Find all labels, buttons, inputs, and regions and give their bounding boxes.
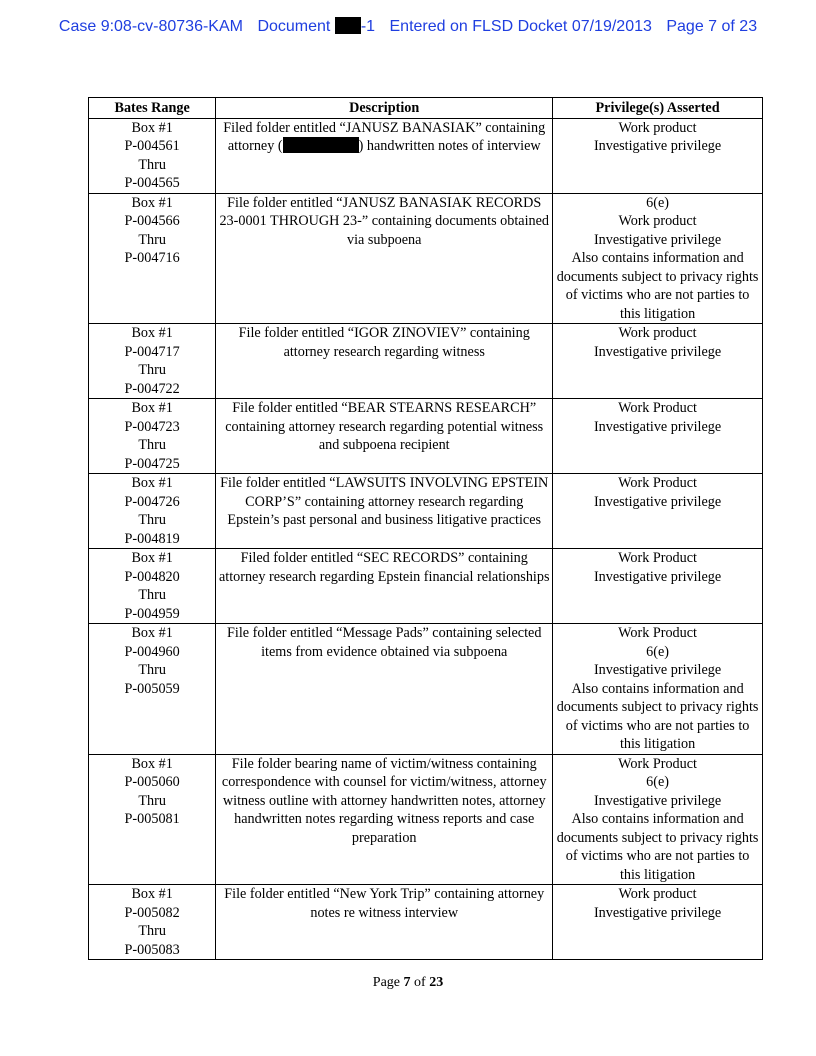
privilege-cell: Work Product 6(e) Investigative privilege Also contains information and documents subject to privacy rights of victims who are not parties to this litigation (553, 754, 763, 885)
table-row (89, 754, 763, 885)
description-cell: File folder entitled “BEAR STEARNS RESEARCH” containing attorney research regarding potential witness and subpoena recipient (216, 399, 553, 474)
privilege-cell: Work Product Investigative privilege (553, 474, 763, 549)
table-header-row (89, 98, 763, 119)
description-cell: File folder entitled “Message Pads” containing selected items from evidence obtained via subpoena (216, 624, 553, 755)
description-cell: File folder entitled “New York Trip” containing attorney notes re witness interview (216, 885, 553, 960)
column-header-description: Description (216, 98, 553, 119)
description-cell: File folder entitled “JANUSZ BANASIAK RECORDS 23-0001 THROUGH 23-” containing documents obtained via subpoena (216, 193, 553, 324)
footer-page-label: Page (372, 975, 401, 990)
bates-cell: Box #1 P-005060 Thru P-005081 (89, 754, 216, 885)
bates-cell: Box #1 P-004960 Thru P-005059 (89, 624, 216, 755)
bates-cell: Box #1 P-004561 Thru P-004565 (89, 118, 216, 193)
case-number: Case 9:08-cv-80736-KAM (58, 18, 243, 35)
bates-cell: Box #1 P-005082 Thru P-005083 (89, 885, 216, 960)
bates-cell: Box #1 P-004717 Thru P-004722 (89, 324, 216, 399)
document-label: Document -1 (257, 18, 376, 35)
table-row (89, 624, 763, 755)
column-header-bates: Bates Range (89, 98, 216, 119)
table-row (89, 324, 763, 399)
privilege-cell: Work product Investigative privilege (553, 324, 763, 399)
bates-cell: Box #1 P-004820 Thru P-004959 (89, 549, 216, 624)
bates-cell: Box #1 P-004723 Thru P-004725 (89, 399, 216, 474)
privilege-log-table (88, 97, 763, 960)
description-cell: File folder entitled “LAWSUITS INVOLVING EPSTEIN CORP’S” containing attorney research regarding Epstein’s past personal and business litigative practices (216, 474, 553, 549)
page-footer (0, 975, 816, 991)
table-row (89, 474, 763, 549)
description-cell: Filed folder entitled “SEC RECORDS” containing attorney research regarding Epstein financial relationships (216, 549, 553, 624)
table-row (89, 885, 763, 960)
footer-current-page: 7 (403, 975, 411, 990)
description-cell: File folder bearing name of victim/witness containing correspondence with counsel for victim/witness, attorney witness outline with attorney handwritten notes, attorney handwritten notes regarding witness reports and case preparation (216, 754, 553, 885)
bates-cell: Box #1 P-004726 Thru P-004819 (89, 474, 216, 549)
privilege-cell: Work Product Investigative privilege (553, 399, 763, 474)
description-cell: Filed folder entitled “JANUSZ BANASIAK” containing attorney ( ) handwritten notes of interview (216, 118, 553, 193)
table-row (89, 549, 763, 624)
footer-total-pages: 23 (429, 975, 444, 990)
privilege-cell: Work product Investigative privilege (553, 118, 763, 193)
table-row (89, 118, 763, 193)
privilege-cell: Work Product Investigative privilege (553, 549, 763, 624)
bates-cell: Box #1 P-004566 Thru P-004716 (89, 193, 216, 324)
privilege-cell: Work Product 6(e) Investigative privilege Also contains information and documents subject to privacy rights of victims who are not parties to this litigation (553, 624, 763, 755)
header-page-count: Page 7 of 23 (666, 18, 758, 35)
redaction-block (283, 137, 359, 153)
footer-of-label: of (414, 975, 426, 990)
privilege-cell: 6(e) Work product Investigative privilege Also contains information and documents subject to privacy rights of victims who are not parties to this litigation (553, 193, 763, 324)
docket-header (0, 17, 816, 37)
table-row (89, 193, 763, 324)
table-row (89, 399, 763, 474)
description-cell: File folder entitled “IGOR ZINOVIEV” containing attorney research regarding witness (216, 324, 553, 399)
column-header-privileges: Privilege(s) Asserted (553, 98, 763, 119)
redaction-block (335, 17, 361, 34)
entered-docket: Entered on FLSD Docket 07/19/2013 (389, 18, 652, 35)
privilege-cell: Work product Investigative privilege (553, 885, 763, 960)
